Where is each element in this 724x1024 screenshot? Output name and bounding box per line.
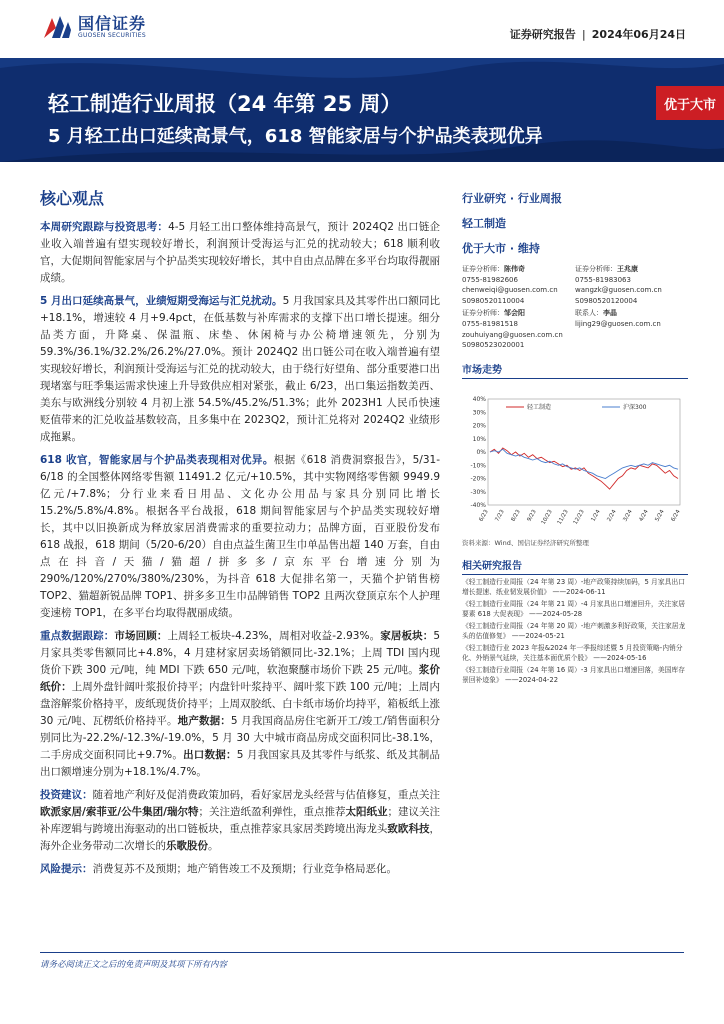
analyst-role: 证券分析师： bbox=[462, 309, 504, 318]
chart-source: 资料来源：Wind、国信证券经济研究所整理 bbox=[462, 538, 589, 547]
rating-badge: 优于大市 bbox=[656, 86, 724, 120]
analyst-name: 陈伟奇 bbox=[504, 265, 525, 273]
y-tick-label: -20% bbox=[470, 475, 486, 483]
x-tick-label: 9/23 bbox=[526, 508, 538, 523]
para-research bbox=[40, 219, 440, 287]
logo-mark-icon bbox=[42, 14, 72, 40]
y-tick-label: 20% bbox=[472, 422, 486, 430]
invest-text-5: 。 bbox=[208, 840, 219, 852]
real-estate-label: 地产数据： bbox=[177, 715, 231, 727]
analyst-phone: 0755-81982606 bbox=[462, 275, 518, 284]
analyst-email[interactable]: lijing29@guosen.com.cn bbox=[575, 319, 661, 328]
analyst-card bbox=[575, 264, 688, 306]
industry-rating: 优于大市 · 维持 bbox=[462, 242, 540, 255]
analyst-card bbox=[462, 264, 575, 306]
y-tick-label: -30% bbox=[470, 488, 486, 496]
series-line bbox=[490, 449, 678, 478]
para-data-tracking bbox=[40, 628, 440, 781]
home-sector-text: 5 月家具类零售额同比+4.8%，4 月建材家居卖场销额同比-32.1%；上周 TDI 国内现货价下跌 300 元/吨，纯 MDI 下跌 650 元/吨，软泡聚醚市场价下跌 25 元/吨。 bbox=[40, 630, 441, 676]
para-research-text: 4-5 月轻工出口整体维持高景气，预计 2024Q2 出口链企业收入端普遍有望实现较好增长，利润预计受海运与汇兑的扰动较大；618 顺利收官，大促期间智能家居与个护品类实现较好增长，其中自由点品牌在多平台均取得靓丽成绩。 bbox=[40, 221, 440, 284]
related-report-item[interactable]: 《轻工制造行业周报（24 年第 21 周）-4 月家具出口增速回升，关注家居要素 618 大促表现》 ——2024-05-28 bbox=[462, 599, 686, 618]
para-risk-text: 消费复苏不及预期；地产销售竣工不及预期；行业竞争格局恶化。 bbox=[92, 863, 397, 875]
analyst-email[interactable]: chenweiqi@guosen.com.cn bbox=[462, 286, 558, 295]
market-trend-heading: 市场走势 bbox=[462, 361, 688, 379]
sidebar bbox=[462, 190, 688, 685]
para-investment-key: 投资建议： bbox=[40, 789, 93, 801]
market-review-label: 市场回顾： bbox=[114, 630, 168, 642]
invest-stocks-home: 欧派家居/索菲亚/公牛集团/瑞尔特 bbox=[40, 806, 199, 818]
related-report-item[interactable]: 《轻工制造行业周报（24 年第 16 周）-3 月家具出口增速回落，美国库存景回补迹象》 ——2024-04-22 bbox=[462, 665, 686, 684]
invest-text-1: 随着地产利好及促消费政策加码，看好家居龙头经营与估值修复，重点关注 bbox=[92, 789, 441, 801]
series-line bbox=[490, 448, 678, 489]
para-618 bbox=[40, 452, 440, 622]
report-meta bbox=[510, 26, 686, 42]
analyst-block bbox=[462, 264, 688, 351]
chart-frame bbox=[488, 399, 680, 505]
pulp-paper-text: 上周外盘针阔叶浆报价持平；内盘针叶浆持平、阔叶浆下跌 100 元/吨；上周内盘溶解浆价格持平，废纸现货价持平；上周双胶纸、白卡纸市场价均持平，箱板纸上涨 30 元/吨、瓦楞纸价格持平。 bbox=[40, 681, 440, 727]
y-tick-label: -10% bbox=[470, 462, 486, 469]
analyst-role: 证券分析师： bbox=[575, 265, 617, 273]
x-tick-label: 11/23 bbox=[556, 508, 570, 526]
y-tick-label: -40% bbox=[470, 501, 486, 509]
market-trend-svg bbox=[462, 383, 688, 533]
report-category: 行业研究 · 行业周报 bbox=[462, 192, 562, 205]
para-618-key: 618 收官，智能家居与个护品类表现相对优异。 bbox=[40, 454, 274, 466]
invest-stock-lege: 乐歌股份 bbox=[166, 840, 208, 852]
invest-text-3: ；建议关注补库逻辑与跨境出海驱动的出口链板块，重点推荐家具家居类跨境出海龙头 bbox=[40, 806, 441, 835]
market-review-text: 上周轻工板块-4.23%，周相对收益-2.93%。 bbox=[167, 630, 381, 642]
analyst-email[interactable]: wangzk@guosen.com.cn bbox=[575, 286, 662, 295]
x-tick-label: 5/24 bbox=[654, 508, 666, 523]
pulp-paper-label: 浆价纸价： bbox=[40, 664, 441, 693]
x-tick-label: 2/24 bbox=[606, 508, 618, 523]
home-sector-label: 家居板块： bbox=[380, 630, 434, 642]
y-tick-label: 30% bbox=[472, 409, 486, 416]
para-data-key: 重点数据跟踪： bbox=[40, 630, 115, 642]
analyst-name: 邹会阳 bbox=[504, 309, 525, 318]
legend-label: 沪深300 bbox=[623, 403, 647, 411]
related-report-item[interactable]: 《轻工制造行业周报（24 年第 20 周）-地产刺激多利好政策，关注家居龙头的估值修复》 ——2024-05-21 bbox=[462, 621, 686, 640]
analyst-cert: S0980520120004 bbox=[575, 296, 638, 305]
x-tick-label: 6/23 bbox=[478, 508, 490, 523]
meta-separator: | bbox=[581, 28, 586, 41]
report-subtitle: 5 月轻工出口延续高景气，618 智能家居与个护品类表现优异 bbox=[48, 126, 543, 147]
market-trend-chart bbox=[462, 383, 688, 537]
analyst-name: 李晶 bbox=[603, 309, 617, 318]
x-tick-label: 6/24 bbox=[670, 508, 682, 523]
para-research-key: 本周研究跟踪与投资思考： bbox=[40, 221, 169, 233]
analyst-email[interactable]: zouhuiyang@guosen.com.cn bbox=[462, 330, 563, 339]
analyst-cert: S0980520110004 bbox=[462, 296, 525, 305]
analyst-phone: 0755-81983063 bbox=[575, 275, 631, 284]
para-export bbox=[40, 293, 440, 446]
title-banner bbox=[0, 58, 724, 162]
invest-text-4: ，海外企业务带动二次增长的 bbox=[40, 823, 440, 852]
report-type: 证券研究报告 bbox=[509, 28, 576, 41]
y-tick-label: 40% bbox=[472, 395, 486, 403]
analyst-phone: 0755-81981518 bbox=[462, 319, 518, 328]
report-title: 轻工制造行业周报（24 年第 25 周） bbox=[48, 92, 402, 116]
x-tick-label: 12/23 bbox=[572, 508, 586, 526]
invest-stock-ziyou: 致欧科技 bbox=[387, 823, 430, 835]
export-data-text: 5 月我国家具及其零件与纸浆、纸及其制品出口额增速分别为+18.1%/4.7%。 bbox=[40, 749, 440, 778]
para-risk bbox=[40, 861, 440, 878]
logo-cn: 国信证券 bbox=[78, 14, 147, 33]
x-tick-label: 3/24 bbox=[622, 508, 634, 523]
footer-divider bbox=[0, 952, 724, 953]
industry-name: 轻工制造 bbox=[462, 217, 506, 230]
analyst-card bbox=[575, 308, 688, 350]
x-tick-label: 8/23 bbox=[510, 508, 522, 523]
para-investment bbox=[40, 787, 440, 855]
y-tick-label: 10% bbox=[472, 435, 486, 443]
report-date: 2024年06月24日 bbox=[591, 28, 686, 41]
x-tick-label: 1/24 bbox=[590, 508, 602, 523]
footer-disclaimer: 请务必阅读正文之后的免责声明及其项下所有内容 bbox=[40, 960, 228, 970]
core-heading: 核心观点 bbox=[40, 189, 105, 208]
analyst-card bbox=[462, 308, 575, 350]
para-export-text: 5 月我国家具及其零件出口额同比+18.1%，增速较 4 月+9.4pct，在低基数与补库需求的支撑下出口增长提速。细分品类方面，升降桌、保温瓶、床垫、休闲椅与办公椅增速领先，分别为 59.3%/36.1%/32.2%/26.2%/27.0%。预计 2024Q2 出口链公司在收入端普遍有望实现较好增长，利润预计受海运与汇兑的扰动较大，由于绕行好望角、部分重要港口出现堵塞与旺季集运需求快速上升导致供应相对紧张，截止 6/23，出口集运指数美西、美东与欧洲线分别较 4 月初上涨 54.5%/45.2%/51.3%；此外 2023H1 人民币快速贬值带来的汇兑收益基数较高，且多集中在 2023Q2，预计汇兑将对 2024Q2 业绩形成拖累。 bbox=[40, 295, 440, 443]
analyst-cert: S0980523020001 bbox=[462, 341, 525, 350]
invest-stock-paper: 太阳纸业 bbox=[345, 806, 388, 818]
y-tick-label: 0% bbox=[476, 448, 486, 456]
related-reports-heading: 相关研究报告 bbox=[462, 557, 688, 575]
related-report-item[interactable]: 《轻工制造行业 2023 年报&2024 年一季报综述暨 5 月投资策略-内销分化、外销景气延续，关注基本面优质个股》 ——2024-05-16 bbox=[462, 643, 683, 662]
para-risk-key: 风险提示： bbox=[40, 863, 93, 875]
guosen-logo bbox=[42, 14, 146, 40]
para-618-text: 根据《618 消费洞察报告》，5/31-6/18 的全国整体网络零售额 11491.2 亿元/+10.5%，其中实物网络零售额 9949.9 亿元/+7.8%；分行业来看日用品、文化办公用品与家具分别同比增长 15.2%/5.8%/4.8%。根据各平台战报，618 期间智能家居与个护品类实现较好增长，其中以旧换新成为释放家居消费需求的重要拉动力；品牌方面，百亚股份发布 618 战报，618 期间（5/20-6/20）自由点益生菌卫生巾单品售出超 140 万套，自由点在抖音/天猫/猫超/拼多多/京东平台增速分别为 290%/120%/270%/380%/230%，为抖音 618 大促排名第一，天猫个护销售榜 TOP2、猫超新锐品牌 TOP1、拼多多卫生巾品牌销售 TOP2 且两次登顶京东个人护理变速榜 TOP1，在多平台均取得靓丽成绩。 bbox=[40, 454, 440, 619]
legend-label: 轻工制造 bbox=[527, 403, 552, 411]
core-views bbox=[40, 186, 440, 884]
analyst-role: 证券分析师： bbox=[462, 265, 504, 273]
x-tick-label: 7/23 bbox=[494, 508, 506, 523]
export-data-label: 出口数据： bbox=[183, 749, 237, 761]
page-header bbox=[0, 0, 724, 56]
real-estate-text: 5 月我国商品房住宅新开工/竣工/销售面积分别同比为-22.2%/-12.3%/-19.0%，5 月 30 大中城市商品房成交面积同比-38.1%，二手房成交面积同比+9.7%。 bbox=[40, 715, 440, 761]
x-tick-label: 4/24 bbox=[638, 508, 650, 523]
invest-text-2: ；关注造纸盈利弹性，重点推荐 bbox=[198, 806, 346, 818]
related-report-item[interactable]: 《轻工制造行业周报（24 年第 23 周）-地产政策持续加码，5 月家具出口增长提速、纸业韧发展价值》 ——2024-06-11 bbox=[462, 577, 686, 596]
x-tick-label: 10/23 bbox=[540, 508, 554, 526]
logo-en: GUOSEN SECURITIES bbox=[78, 32, 147, 39]
para-export-key: 5 月出口延续高景气，业绩短期受海运与汇兑扰动。 bbox=[40, 295, 283, 307]
analyst-role: 联系人： bbox=[575, 309, 603, 318]
analyst-name: 王兆康 bbox=[617, 265, 638, 273]
